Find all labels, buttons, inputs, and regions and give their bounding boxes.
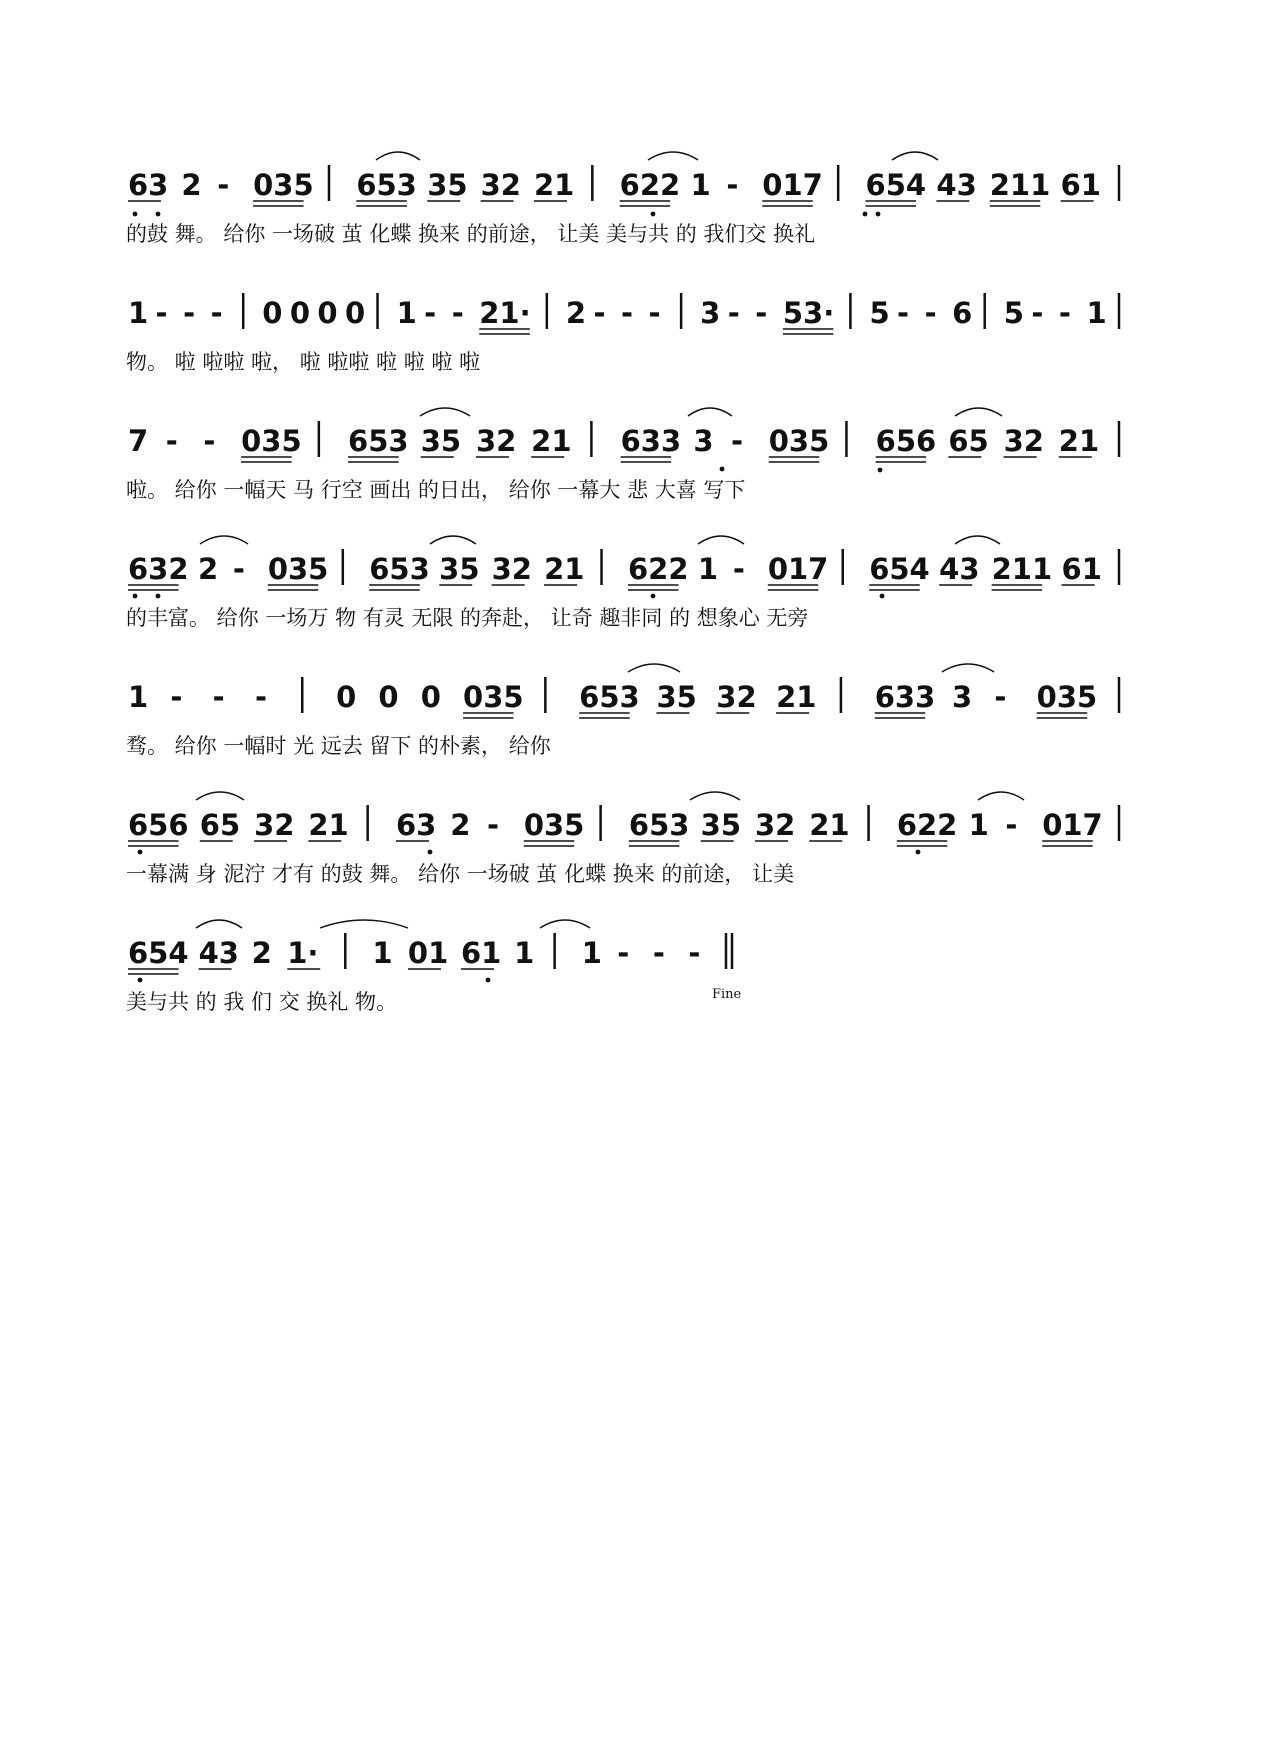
note-group: 656 <box>128 808 189 842</box>
note-group: - <box>648 296 661 330</box>
note-group: - <box>203 424 216 458</box>
note-group: 035 <box>241 424 302 458</box>
note-group: - <box>617 936 630 970</box>
slur <box>628 664 680 672</box>
note-group: - <box>232 552 245 586</box>
slur <box>200 536 248 544</box>
note-group: 32 <box>754 808 796 842</box>
note-group: 1 <box>372 936 393 970</box>
note-group: 0 <box>336 680 357 714</box>
slur <box>688 408 732 416</box>
note-group: 3 <box>700 296 721 330</box>
note-group: - <box>732 552 745 586</box>
slur <box>690 792 740 800</box>
note-group: - <box>1005 808 1018 842</box>
note-group: 1 <box>1086 296 1107 330</box>
note-group: - <box>210 296 223 330</box>
note-group: 53· <box>782 296 835 330</box>
note-group: 1 <box>697 552 719 586</box>
note-group: 21· <box>479 296 531 330</box>
note-group: 1 <box>581 936 602 970</box>
note-group: - <box>165 424 178 458</box>
note-group: 017 <box>762 168 823 202</box>
notation-line-2 <box>128 293 1119 334</box>
octave-dot <box>486 978 491 983</box>
octave-dot <box>138 850 143 855</box>
note-group: - <box>994 680 1007 714</box>
note-group: 622 <box>896 808 958 842</box>
note-group: 622 <box>619 168 681 202</box>
note-group: 035 <box>463 680 524 714</box>
note-group: 2 <box>450 808 471 842</box>
note-group: 0 <box>420 680 441 714</box>
note-group: 21 <box>809 808 850 842</box>
slur <box>540 920 590 928</box>
note-group: 0 <box>317 296 338 330</box>
lyric-line-7: 美与共 的 我 们 交 换礼 物。 <box>126 990 398 1014</box>
note-group: - <box>924 296 937 330</box>
octave-dot <box>880 594 885 599</box>
note-group: 32 <box>491 552 532 586</box>
note-group: 2 <box>197 552 219 586</box>
lyric-line-6: 一幕满 身 泥泞 才有 的鼓 舞。 给你 一场破 茧 化蝶 换来 的前途， 让美 <box>126 862 795 886</box>
note-group: 035 <box>253 168 314 202</box>
note-group: 653 <box>628 808 690 842</box>
note-group: - <box>621 296 634 330</box>
note-group: 654 <box>869 552 930 586</box>
note-group: 43 <box>936 168 977 202</box>
note-group: 63 <box>128 168 169 202</box>
note-group: 1 <box>968 808 989 842</box>
slur <box>648 152 698 160</box>
note-group: 35 <box>439 552 480 586</box>
note-group: 3 <box>693 424 714 458</box>
note-group: 211 <box>989 168 1051 202</box>
note-group: - <box>487 808 500 842</box>
note-group: - <box>183 296 196 330</box>
note-group: 035 <box>267 552 329 586</box>
slur <box>420 408 470 416</box>
note-group: 21 <box>544 552 585 586</box>
note-group: 32 <box>480 168 521 202</box>
note-group: 01 <box>407 936 449 970</box>
note-group: - <box>755 296 768 330</box>
octave-dot <box>156 212 161 217</box>
octave-dot <box>651 212 656 217</box>
note-group: 633 <box>620 424 682 458</box>
note-group: - <box>688 936 701 970</box>
note-group: 654 <box>865 168 927 202</box>
note-group: 1 <box>690 168 711 202</box>
note-group: 653 <box>369 552 430 586</box>
note-group: 1 <box>128 296 149 330</box>
note-group: 211 <box>991 552 1053 586</box>
slur <box>376 152 420 160</box>
note-group: 0 <box>344 296 366 330</box>
octave-dot <box>651 594 656 599</box>
note-group: 1· <box>287 936 319 970</box>
note-group: - <box>254 680 267 714</box>
note-group: 21 <box>531 424 572 458</box>
octave-dot <box>916 850 921 855</box>
note-group: 1 <box>514 936 535 970</box>
note-group: 622 <box>627 552 689 586</box>
note-group: 017 <box>1042 808 1103 842</box>
notation-line-1 <box>128 165 1119 206</box>
note-group: 017 <box>767 552 829 586</box>
note-group: 65 <box>948 424 989 458</box>
note-group: 3 <box>952 680 973 714</box>
note-group: 32 <box>254 808 295 842</box>
note-group: 35 <box>427 168 468 202</box>
octave-dot <box>156 594 161 599</box>
note-group: 61 <box>1061 552 1102 586</box>
note-group: - <box>727 296 740 330</box>
note-group: - <box>731 424 744 458</box>
octave-dot <box>720 467 725 472</box>
note-group: 654 <box>128 936 189 970</box>
notation-line-5 <box>128 677 1119 718</box>
slur <box>430 536 476 544</box>
note-group: 43 <box>198 936 239 970</box>
notation-line-7 <box>128 933 732 974</box>
note-group: 2 <box>565 296 587 330</box>
note-group: 21 <box>776 680 817 714</box>
note-group: 35 <box>656 680 697 714</box>
notation-line-6 <box>128 805 1119 846</box>
note-group: - <box>726 168 739 202</box>
slur <box>698 536 744 544</box>
octave-dot <box>133 212 138 217</box>
note-group: 21 <box>308 808 349 842</box>
note-group: 32 <box>716 680 757 714</box>
lyric-line-1: 的鼓 舞。 给你 一场破 茧 化蝶 换来 的前途， 让美 美与共 的 我们交 换礼 <box>126 222 816 246</box>
note-group: 65 <box>199 808 241 842</box>
slur <box>320 920 408 928</box>
note-group: 7 <box>128 424 149 458</box>
lyric-line-2: 物。 啦 啦啦 啦， 啦 啦啦 啦 啦 啦 啦 <box>126 350 481 374</box>
note-group: 21 <box>533 168 575 202</box>
note-group: - <box>170 680 183 714</box>
slur <box>892 152 938 160</box>
note-group: 632 <box>128 552 189 586</box>
note-group: 5 <box>869 296 890 330</box>
note-group: 32 <box>1003 424 1044 458</box>
note-group: - <box>1058 296 1071 330</box>
note-group: 5 <box>1003 296 1024 330</box>
octave-dot <box>876 212 881 217</box>
note-group: 653 <box>356 168 417 202</box>
octave-dot <box>878 468 883 473</box>
note-group: - <box>897 296 910 330</box>
lyric-line-4: 的丰富。 给你 一场万 物 有灵 无限 的奔赴， 让奇 趣非同 的 想象心 无旁 <box>126 606 809 630</box>
note-group: 43 <box>939 552 980 586</box>
note-group: - <box>652 936 665 970</box>
lyric-line-5: 骛。 给你 一幅时 光 远去 留下 的朴素， 给你 <box>126 734 551 758</box>
note-group: 0 <box>262 296 283 330</box>
note-group: 653 <box>579 680 640 714</box>
octave-dot <box>863 212 868 217</box>
note-group: 035 <box>768 424 830 458</box>
slur <box>196 920 242 928</box>
note-group: - <box>155 296 168 330</box>
slur <box>978 792 1024 800</box>
note-group: 32 <box>475 424 517 458</box>
note-group: 656 <box>875 424 937 458</box>
note-group: 6 <box>952 296 973 330</box>
notation-line-4 <box>128 549 1119 590</box>
note-group: 1 <box>396 296 417 330</box>
octave-dot <box>428 850 433 855</box>
note-group: 0 <box>289 296 311 330</box>
octave-dot <box>138 978 143 983</box>
note-group: 61 <box>461 936 502 970</box>
note-group: 61 <box>1060 168 1101 202</box>
note-group: 2 <box>251 936 272 970</box>
note-group: - <box>217 168 230 202</box>
slur <box>942 664 994 672</box>
note-group: - <box>212 680 225 714</box>
note-group: 21 <box>1058 424 1100 458</box>
slur <box>955 408 1002 416</box>
note-group: 0 <box>378 680 399 714</box>
octave-dot <box>133 594 138 599</box>
slur <box>955 536 1000 544</box>
notation-line-3 <box>128 421 1119 462</box>
slur <box>196 792 244 800</box>
note-group: 633 <box>874 680 936 714</box>
note-group: - <box>424 296 437 330</box>
note-group: 035 <box>1036 680 1098 714</box>
note-group: 63 <box>395 808 437 842</box>
note-group: - <box>593 296 606 330</box>
note-group: 035 <box>523 808 585 842</box>
lyric-line-3: 啦。 给你 一幅天 马 行空 画出 的日出， 给你 一幕大 悲 大喜 写下 <box>126 478 746 502</box>
note-group: - <box>451 296 464 330</box>
fine-mark: Fine <box>712 987 742 1002</box>
note-group: 35 <box>700 808 742 842</box>
note-group: - <box>1031 296 1044 330</box>
note-group: 2 <box>181 168 202 202</box>
note-group: 1 <box>128 680 149 714</box>
note-group: 35 <box>420 424 462 458</box>
note-group: 653 <box>348 424 409 458</box>
